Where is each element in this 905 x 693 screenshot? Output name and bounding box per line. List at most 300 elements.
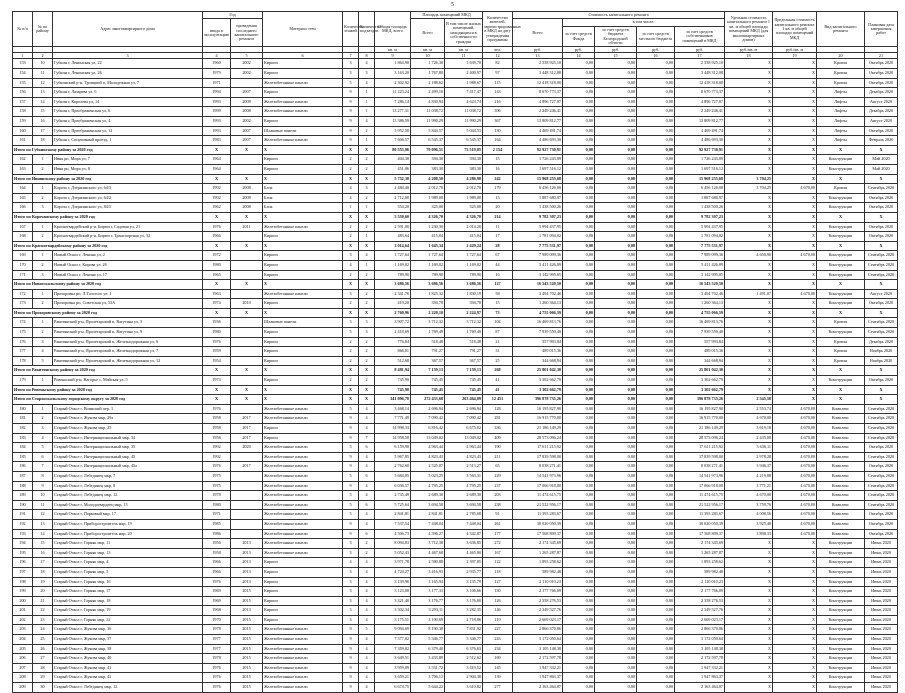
table-cell: 182 bbox=[13, 424, 33, 434]
table-cell: 0,00 bbox=[563, 145, 595, 155]
table-cell: 0,00 bbox=[595, 452, 637, 462]
table-cell: X bbox=[263, 395, 343, 405]
table-cell: 272 bbox=[483, 539, 513, 549]
table-cell: 1980 bbox=[203, 328, 231, 338]
table-cell: X bbox=[725, 59, 773, 69]
table-cell: 196 bbox=[13, 558, 33, 568]
table-cell: X bbox=[773, 558, 817, 568]
table-cell: 1 438 500,26 bbox=[513, 203, 563, 213]
table-cell: 0,00 bbox=[637, 203, 675, 213]
table-cell: 1976 bbox=[203, 222, 231, 232]
table-cell: 325,00 bbox=[411, 203, 445, 213]
table-cell: 155 bbox=[13, 78, 33, 88]
table-row bbox=[13, 299, 898, 309]
table-cell: Июнь 2020 bbox=[865, 596, 898, 606]
table-cell: 4 830,94 bbox=[411, 97, 445, 107]
table-cell: 1978 bbox=[203, 654, 231, 664]
table-cell: 3 494 702,46 bbox=[513, 289, 563, 299]
table-cell: 1958 bbox=[203, 548, 231, 558]
table-cell: Июнь 2020 bbox=[865, 635, 898, 645]
table-row bbox=[13, 414, 898, 424]
table-cell: 3 694,58 bbox=[445, 500, 483, 510]
table-cell: 202 bbox=[13, 615, 33, 625]
subtotal-row bbox=[13, 385, 898, 395]
table-cell: 2 760,96 bbox=[375, 308, 411, 318]
table-cell: 0,00 bbox=[595, 184, 637, 194]
table-cell: Железобетонные панели bbox=[263, 443, 343, 453]
table-cell: Кирпич bbox=[263, 337, 343, 347]
table-cell: Железобетонные панели bbox=[263, 663, 343, 673]
table-cell: 451,06 bbox=[375, 164, 411, 174]
table-cell: 791,27 bbox=[445, 347, 483, 357]
table-cell: 0,00 bbox=[595, 328, 637, 338]
table-cell: X bbox=[773, 78, 817, 88]
table-cell: Декабрь 2020 bbox=[865, 88, 898, 98]
table-cell: Старый Оскол г, Интернациональный мкр, 45 bbox=[53, 452, 203, 462]
table-cell: 1958 bbox=[203, 433, 231, 443]
table-cell: X bbox=[203, 366, 231, 376]
table-cell: 16 bbox=[33, 117, 53, 127]
table-cell: Кровля bbox=[817, 184, 865, 194]
table-cell: X bbox=[343, 308, 359, 318]
table-cell: 3 105 148,38 bbox=[675, 644, 725, 654]
table-cell: 4 bbox=[359, 567, 375, 577]
table-cell: 9 bbox=[343, 136, 359, 146]
table-cell: 11 474 615,75 bbox=[513, 491, 563, 501]
table-cell: Губкинский р-н, Троицкий п, Молодежная ул, 7 bbox=[53, 78, 203, 88]
header-floors: Количество этажей bbox=[343, 12, 359, 47]
table-cell: 0,00 bbox=[563, 683, 595, 693]
table-cell: 1958 bbox=[203, 414, 231, 424]
table-cell: 4 670,00 bbox=[773, 184, 817, 194]
table-cell: Старый Оскол г, Приборостроитель мкр, 20 bbox=[53, 529, 203, 539]
table-cell: 396 878 735,26 bbox=[675, 395, 725, 405]
table-cell: 1966 bbox=[203, 567, 231, 577]
table-cell: 3 bbox=[343, 596, 359, 606]
table-cell: Конструкции bbox=[817, 625, 865, 635]
table-cell: 0,00 bbox=[595, 299, 637, 309]
table-cell: 3 bbox=[343, 587, 359, 597]
table-cell: 104 bbox=[483, 318, 513, 328]
table-cell: Железобетонные панели bbox=[263, 625, 343, 635]
table-cell: 483,64 bbox=[375, 232, 411, 242]
table-cell: 41 bbox=[483, 385, 513, 395]
table-cell: X bbox=[725, 673, 773, 683]
table-cell: Сентябрь 2020 bbox=[865, 404, 898, 414]
header-cost-total: Всего bbox=[513, 19, 563, 47]
table-cell: 0,00 bbox=[563, 481, 595, 491]
column-number-cell: 3 bbox=[53, 53, 203, 59]
table-cell: 0,00 bbox=[595, 615, 637, 625]
table-cell: Старый Оскол г, Жукова мкр, 42 bbox=[53, 673, 203, 683]
header-limit-cost: Предельная стоимость капитального ремонта 1 кв. м общей площади помещений МКД bbox=[773, 12, 817, 47]
table-cell: 3 659,21 bbox=[375, 673, 411, 683]
table-cell: 0,00 bbox=[637, 241, 675, 251]
table-cell: Июнь 2020 bbox=[865, 539, 898, 549]
table-cell: 263 464,09 bbox=[445, 395, 483, 405]
table-cell: 3 694,58 bbox=[411, 500, 445, 510]
table-cell: 3 176,77 bbox=[411, 596, 445, 606]
table-cell: X bbox=[773, 385, 817, 395]
table-cell: 0,00 bbox=[563, 443, 595, 453]
table-cell bbox=[231, 481, 263, 491]
table-cell: 3 135,79 bbox=[445, 577, 483, 587]
table-cell: Кирпич bbox=[263, 567, 343, 577]
table-cell: 16 195 827,90 bbox=[675, 404, 725, 414]
table-row bbox=[13, 558, 898, 568]
table-cell: Конструкции bbox=[817, 673, 865, 683]
table-cell: 167 bbox=[13, 222, 33, 232]
table-cell: 6 bbox=[359, 471, 375, 481]
table-cell: Губкин г, Преображенская ул, 12 bbox=[53, 126, 203, 136]
table-cell: 1 727,64 bbox=[411, 251, 445, 261]
table-cell: 3 925,48 bbox=[725, 519, 773, 529]
table-cell: 2 bbox=[359, 126, 375, 136]
table-cell: 0,00 bbox=[595, 376, 637, 386]
table-cell: Конструкции bbox=[817, 376, 865, 386]
table-cell: 1978 bbox=[203, 491, 231, 501]
table-cell: 4 342,87 bbox=[445, 529, 483, 539]
table-cell: 80 555,96 bbox=[375, 145, 411, 155]
table-cell: 4 724,27 bbox=[375, 567, 411, 577]
table-cell: 3 bbox=[33, 270, 53, 280]
column-number-cell: 19 bbox=[773, 53, 817, 59]
table-cell: Комплекс bbox=[817, 519, 865, 529]
table-cell: 1966 bbox=[203, 558, 231, 568]
table-cell: 3 bbox=[33, 424, 53, 434]
table-cell: 2 545,58 bbox=[725, 395, 773, 405]
table-cell: X bbox=[773, 107, 817, 117]
table-cell: 1993 bbox=[203, 126, 231, 136]
table-cell: 0,00 bbox=[595, 117, 637, 127]
table-cell: 1 825,32 bbox=[411, 289, 445, 299]
table-cell: 0,00 bbox=[637, 59, 675, 69]
table-cell: 4 670,00 bbox=[773, 500, 817, 510]
table-cell: 281 bbox=[483, 414, 513, 424]
table-cell: 4 823,43 bbox=[411, 452, 445, 462]
table-cell: 2 513,27 bbox=[445, 462, 483, 472]
table-cell: 15 bbox=[33, 107, 53, 117]
table-cell: 1 bbox=[359, 260, 375, 270]
table-cell: Сентябрь 2020 bbox=[865, 414, 898, 424]
table-cell: 2 bbox=[343, 356, 359, 366]
table-cell: 13 386,59 bbox=[375, 117, 411, 127]
table-cell: 0,00 bbox=[595, 683, 637, 693]
table-cell: 5 bbox=[343, 78, 359, 88]
table-cell: Комплекс bbox=[817, 529, 865, 539]
table-cell: 745,45 bbox=[411, 376, 445, 386]
table-cell: Комплекс bbox=[817, 443, 865, 453]
table-cell: 0,00 bbox=[595, 663, 637, 673]
table-cell: 409 bbox=[483, 433, 513, 443]
table-cell: 17 bbox=[33, 126, 53, 136]
table-cell: 0,00 bbox=[595, 308, 637, 318]
table-cell: 9 bbox=[343, 414, 359, 424]
table-cell: 3 bbox=[343, 59, 359, 69]
table-row bbox=[13, 481, 898, 491]
table-cell: 9 094,69 bbox=[375, 625, 411, 635]
table-cell: Конструкции bbox=[817, 635, 865, 645]
table-cell: 0,00 bbox=[637, 404, 675, 414]
table-cell: 4 bbox=[359, 59, 375, 69]
table-cell: X bbox=[773, 654, 817, 664]
table-cell: 1 947 332,21 bbox=[513, 663, 563, 673]
table-cell: 2008 bbox=[231, 97, 263, 107]
table-cell: 2 220,10 bbox=[411, 308, 445, 318]
table-cell: 1986 bbox=[203, 529, 231, 539]
column-number-cell: 12 bbox=[483, 53, 513, 59]
table-cell: 2008 bbox=[231, 184, 263, 194]
table-cell: 0,00 bbox=[637, 500, 675, 510]
table-cell: 7 448,04 bbox=[445, 519, 483, 529]
table-cell: 20 bbox=[33, 587, 53, 597]
header-cost-local: за счет средств местного бюджета bbox=[637, 26, 675, 47]
table-cell: 4 670,00 bbox=[773, 443, 817, 453]
table-cell: 1976 bbox=[203, 404, 231, 414]
table-cell: X bbox=[343, 385, 359, 395]
table-cell: 0,00 bbox=[637, 539, 675, 549]
table-cell: Июнь 2020 bbox=[865, 644, 898, 654]
table-cell: 3 416,93 bbox=[411, 567, 445, 577]
subtotal-label: Итого по Губкинскому району за 2020 год bbox=[13, 145, 203, 155]
table-row bbox=[13, 539, 898, 549]
table-cell: X bbox=[725, 97, 773, 107]
table-cell: 2 785,68 bbox=[445, 510, 483, 520]
table-cell: 0,00 bbox=[563, 587, 595, 597]
table-cell: 0,00 bbox=[595, 145, 637, 155]
table-cell: 15 bbox=[483, 155, 513, 165]
table-cell: 4 326,70 bbox=[445, 212, 483, 222]
table-cell: 0,00 bbox=[595, 280, 637, 290]
table-cell: 4 670,00 bbox=[773, 404, 817, 414]
table-cell: 0,00 bbox=[563, 212, 595, 222]
table-cell: X bbox=[343, 174, 359, 184]
table-cell: 341 096,78 bbox=[375, 395, 411, 405]
table-cell: 0,00 bbox=[595, 337, 637, 347]
table-cell: 0,00 bbox=[563, 404, 595, 414]
table-cell: Кирпич bbox=[263, 232, 343, 242]
table-cell: Сентябрь 2020 bbox=[865, 452, 898, 462]
table-cell: 5 bbox=[343, 404, 359, 414]
table-cell: Губкин г, Лазарева ул, 6 bbox=[53, 88, 203, 98]
column-number-cell: 4 bbox=[203, 53, 231, 59]
table-cell: 190 bbox=[483, 443, 513, 453]
table-cell: 2015 bbox=[231, 683, 263, 693]
table-cell: Конструкции bbox=[817, 289, 865, 299]
table-cell: Ракитянский р-н, Пролетарский п, Ватутина ул, 5 bbox=[53, 318, 203, 328]
table-cell: 2 558 925,10 bbox=[675, 59, 725, 69]
table-cell: 2 bbox=[359, 356, 375, 366]
table-cell: 4 670,00 bbox=[773, 424, 817, 434]
table-cell: 0,00 bbox=[637, 663, 675, 673]
table-cell bbox=[231, 78, 263, 88]
table-cell: 2008 bbox=[231, 107, 263, 117]
table-cell: Конструкции bbox=[817, 232, 865, 242]
table-cell: X bbox=[725, 299, 773, 309]
table-cell: 17 611 215,92 bbox=[513, 443, 563, 453]
table-cell: 7 159,13 bbox=[411, 366, 445, 376]
table-cell: 0,00 bbox=[595, 462, 637, 472]
table-cell: 9 bbox=[343, 97, 359, 107]
table-cell: X bbox=[725, 347, 773, 357]
table-cell: 3 bbox=[359, 184, 375, 194]
table-cell: 0,00 bbox=[563, 347, 595, 357]
table-cell: X bbox=[231, 174, 263, 184]
table-cell: 0,00 bbox=[637, 280, 675, 290]
table-cell: 5 bbox=[33, 356, 53, 366]
subtotal-row bbox=[13, 366, 898, 376]
table-cell: Железобетонные панели bbox=[263, 673, 343, 683]
table-cell: 4 bbox=[33, 347, 53, 357]
table-cell: 5 052,43 bbox=[375, 548, 411, 558]
table-cell: 512,68 bbox=[375, 356, 411, 366]
table-cell: Кирпич bbox=[263, 270, 343, 280]
table-cell: 3 bbox=[343, 606, 359, 616]
table-cell: 12 418 318,00 bbox=[513, 78, 563, 88]
table-cell: 4 670,00 bbox=[773, 529, 817, 539]
unit-cell: руб. bbox=[675, 47, 725, 53]
table-row bbox=[13, 347, 898, 357]
table-cell: Кровля bbox=[817, 356, 865, 366]
table-cell bbox=[231, 270, 263, 280]
table-cell: 1 887 680,97 bbox=[513, 193, 563, 203]
table-cell: 0,00 bbox=[595, 356, 637, 366]
table-cell: 2017 bbox=[231, 462, 263, 472]
table-cell: 3 468,14 bbox=[375, 404, 411, 414]
table-cell: 1 bbox=[359, 136, 375, 146]
table-cell: 130 bbox=[483, 587, 513, 597]
table-cell: X bbox=[865, 366, 898, 376]
table-cell: 4 bbox=[359, 452, 375, 462]
table-cell: 9 bbox=[343, 673, 359, 683]
table-cell: Октябрь 2020 bbox=[865, 376, 898, 386]
table-cell: X bbox=[773, 347, 817, 357]
table-cell: 2 484,40 bbox=[375, 184, 411, 194]
table-cell: 173 bbox=[13, 299, 33, 309]
table-cell: 0,00 bbox=[595, 606, 637, 616]
table-cell: 4 486 693,30 bbox=[675, 136, 725, 146]
table-cell: 5 bbox=[343, 491, 359, 501]
table-cell: 11 038,72 bbox=[445, 107, 483, 117]
table-cell: 0,00 bbox=[595, 567, 637, 577]
table-cell: 17 568 809,37 bbox=[513, 529, 563, 539]
table-cell: 7 090,42 bbox=[411, 414, 445, 424]
table-cell: 1 bbox=[359, 232, 375, 242]
table-cell: 1983 bbox=[203, 136, 231, 146]
table-cell: X bbox=[725, 241, 773, 251]
table-cell: 1972 bbox=[203, 251, 231, 261]
table-cell: X bbox=[773, 366, 817, 376]
table-cell: 2 935,77 bbox=[445, 567, 483, 577]
table-cell: 2 bbox=[33, 260, 53, 270]
table-cell: 776,84 bbox=[375, 337, 411, 347]
table-cell: 5 bbox=[359, 625, 375, 635]
table-cell: X bbox=[203, 241, 231, 251]
table-cell: 162 bbox=[13, 155, 33, 165]
table-cell: 0,00 bbox=[595, 164, 637, 174]
table-cell: 0,00 bbox=[563, 97, 595, 107]
table-cell: 1965 bbox=[203, 270, 231, 280]
table-cell: Старый Оскол г, Жукова мкр, 40 bbox=[53, 654, 203, 664]
table-cell: Сентябрь 2020 bbox=[865, 500, 898, 510]
table-cell: 14 bbox=[33, 97, 53, 107]
table-cell: Лифты bbox=[817, 117, 865, 127]
table-cell: 1 947 332,21 bbox=[675, 663, 725, 673]
table-cell: 0,00 bbox=[595, 404, 637, 414]
table-cell: 0,00 bbox=[637, 615, 675, 625]
table-cell: 1960 bbox=[203, 59, 231, 69]
table-cell: 2013 bbox=[231, 539, 263, 549]
table-cell: Новый Оскол г, Кирова ул, 26 bbox=[53, 260, 203, 270]
table-cell: Лифты bbox=[817, 88, 865, 98]
table-cell: 3 282,35 bbox=[445, 606, 483, 616]
table-cell: 0,00 bbox=[637, 347, 675, 357]
table-cell bbox=[231, 164, 263, 174]
table-cell: Ракитянский р-н, Пролетарский п, Железнодорожная ул, 12 bbox=[53, 356, 203, 366]
table-cell: Конструкции bbox=[817, 548, 865, 558]
unit-cell: кв. м bbox=[375, 47, 411, 53]
table-cell: 179 bbox=[13, 376, 33, 386]
table-cell: Железобетонные панели bbox=[263, 414, 343, 424]
subtotal-row bbox=[13, 308, 898, 318]
table-cell: Комплекс bbox=[817, 462, 865, 472]
table-cell: 3 302 662,79 bbox=[513, 376, 563, 386]
table-cell: 4 469 491,74 bbox=[675, 126, 725, 136]
table-cell: Новый Оскол г, Ленина ул, 2 bbox=[53, 251, 203, 261]
table-cell: 2 bbox=[359, 299, 375, 309]
table-cell: Блок bbox=[263, 193, 343, 203]
table-cell: 5 044,53 bbox=[445, 126, 483, 136]
table-cell: 0,00 bbox=[595, 289, 637, 299]
table-cell: X bbox=[725, 232, 773, 242]
table-cell: 3 712,32 bbox=[411, 318, 445, 328]
table-cell: 0,00 bbox=[595, 558, 637, 568]
table-row bbox=[13, 155, 898, 165]
table-cell: 4 bbox=[359, 654, 375, 664]
table-row bbox=[13, 270, 898, 280]
table-cell: Кирпич bbox=[263, 260, 343, 270]
table-cell: X bbox=[725, 615, 773, 625]
table-cell: 0,00 bbox=[637, 529, 675, 539]
table-cell: X bbox=[725, 260, 773, 270]
column-number-cell: 21 bbox=[865, 53, 898, 59]
table-cell: 0,00 bbox=[563, 654, 595, 664]
table-cell: 11 990,29 bbox=[445, 117, 483, 127]
table-cell: 2008 bbox=[231, 193, 263, 203]
table-cell: 866,01 bbox=[375, 347, 411, 357]
table-cell: 15 bbox=[483, 193, 513, 203]
table-cell: 163 bbox=[13, 164, 33, 174]
unit-cell: руб. bbox=[513, 47, 563, 53]
header-cost-fund: за счет средств Фонда bbox=[563, 26, 595, 47]
table-cell: 65 bbox=[483, 462, 513, 472]
table-cell: 195 bbox=[13, 548, 33, 558]
table-cell: 238 bbox=[483, 500, 513, 510]
table-row bbox=[13, 500, 898, 510]
table-cell bbox=[231, 471, 263, 481]
table-cell: 3 302 662,79 bbox=[513, 385, 563, 395]
table-cell: 2 154 bbox=[483, 145, 513, 155]
table-cell: 5 952,58 bbox=[375, 126, 411, 136]
table-cell: 2020 bbox=[231, 443, 263, 453]
table-cell: 2 904,38 bbox=[445, 673, 483, 683]
table-cell: 367 bbox=[483, 117, 513, 127]
table-cell: 2017 bbox=[231, 424, 263, 434]
table-cell: 1 697 516,12 bbox=[675, 164, 725, 174]
table-cell: 3 946,37 bbox=[725, 462, 773, 472]
table-cell: 0,00 bbox=[595, 596, 637, 606]
table-cell: 28 573 096,24 bbox=[675, 433, 725, 443]
